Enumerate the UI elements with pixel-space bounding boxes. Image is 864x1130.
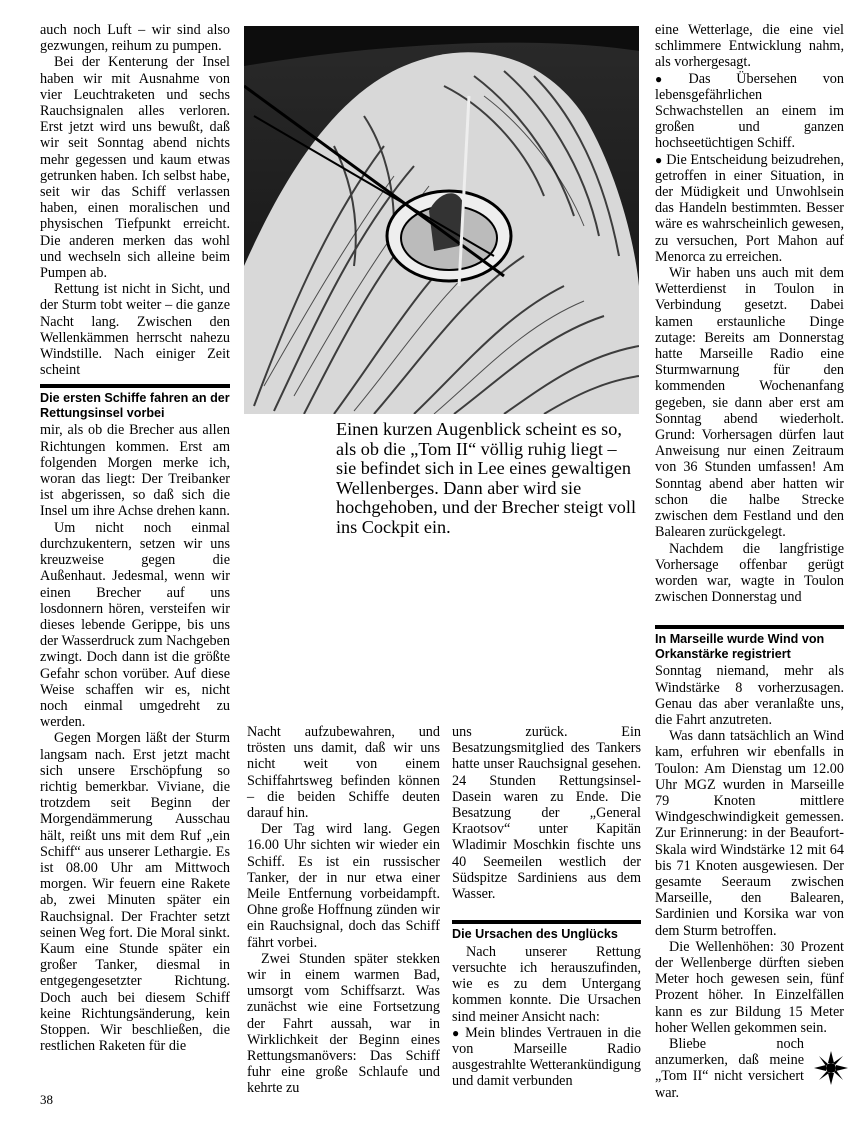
section-heading: In Marseille wurde Wind von Orkanstärke registriert xyxy=(655,625,844,661)
paragraph: Wir haben uns auch mit dem Wetterdienst in Toulon in Verbindung gesetzt. Dabei kamen erstaunliche Dinge zutage: Bereits am Donnerstag hatte Marseille Radio eine Sturmwarnung für den kommenden Wochenanfang gegeben, sie dann aber erst am Sonntag abend wiederholt. Grund: Vorhersagen dürfen laut Anweisung nur einen Zeitraum von 36 Stunden umfassen! Am Sonntag abend aber hatten wir schon die halbe Strecke zwischen dem Festland und den Balearen zurückgelegt. xyxy=(655,265,844,541)
paragraph: mir, als ob die Brecher aus allen Richtungen kommen. Erst am folgenden Morgen merke ich, woran das liegt: Der Treibanker ist abgerissen, so daß sich die Insel um ihre Achse drehen kann. xyxy=(40,422,230,520)
photo-caption: Einen kurzen Augenblick scheint es so, als ob die „Tom II“ völlig ruhig liegt – sie befindet sich in Lee eines gewaltigen Wellenberges. Dann aber wird sie hochgehoben, und der Brecher steigt voll ins Cockpit ein. xyxy=(336,419,637,537)
paragraph: Was dann tatsächlich an Wind kam, erfuhren wir ebenfalls in Toulon: Am Dienstag um 12.00 Uhr MGZ wurden in Marseille 79 Knoten mittlere Windgeschwindigkeit gemessen. Zur Erinnerung: in der Beaufort-Skala wird Windstärke 12 mit 64 bis 71 Knoten ausgewiesen. Der gesamte Seeraum zwischen Marseille, den Balearen, Sardinien und Korsika war von dem Sturm betroffen. xyxy=(655,728,844,939)
page-number: 38 xyxy=(40,1092,53,1107)
paragraph: Sonntag niemand, mehr als Windstärke 8 vorherzusagen. Genau das aber veranlaßte uns, die Fahrt anzutreten. xyxy=(655,663,844,728)
paragraph: Nachdem die langfristige Vorhersage offenbar gerügt worden war, wagte in Toulon zwischen Donnerstag und xyxy=(655,540,844,606)
paragraph: eine Wetterlage, die eine viel schlimmere Entwicklung nahm, als vorhergesagt. xyxy=(655,22,844,71)
column-1 xyxy=(40,22,230,1054)
wave-illustration xyxy=(244,26,639,414)
paragraph: Nacht aufzubewahren, und trösten uns damit, daß wir uns nicht weit von einem Schiffahrtsweg befinden können – die beiden Schiffe deuten darauf hin. xyxy=(247,724,440,822)
column-2 xyxy=(247,724,440,1097)
bullet-item: ● Die Entscheidung beizudrehen, getroffen in einer Situation, in der Müdigkeit und Unwohlsein das Handeln bestimmten. Besser wäre es wahrscheinlich gewesen, zu versuchen, Port Mahon auf Menorca zu erreichen. xyxy=(655,152,844,265)
bullet-item: ● Das Übersehen von lebensgefährlichen Schwachstellen an einem im großen und ganzen hochseetüchtigen Schiff. xyxy=(655,71,844,152)
paragraph: Bei der Kenterung der Insel haben wir mit Ausnahme von vier Leuchtraketen und sechs Rauchsignalen alles verloren. Erst jetzt wird uns bewußt, daß wir seit Sonntag abend nichts mehr gegessen und kaum etwas getrunken haben. Ich selbst habe, seit wir das Schiff verlassen haben, einen moralischen und physischen Tiefpunkt erreicht. Die anderen merken das wohl und wechseln sich alleine beim Pumpen ab. xyxy=(40,54,230,282)
paragraph: Nach unserer Rettung versuchte ich herauszufinden, wie es zu dem Untergang kommen konnte. Die Ursachen sind meiner Ansicht nach: xyxy=(452,943,641,1025)
paragraph: uns zurück. Ein Besatzungsmitglied des Tankers hatte unser Rauchsignal gesehen. 24 Stunden Rettungsinsel-Dasein waren zu Ende. Die Besatzung der „General Kraotsov“ unter Kapitän Wladimir Moschkin fischte uns 40 Seemeilen westlich der Südspitze Sardiniens aus dem Wasser. xyxy=(452,724,641,903)
bullet-item: ● Mein blindes Vertrauen in die von Marseille Radio ausgestrahlte Wetterankündigung und damit verbunden xyxy=(452,1025,641,1090)
end-mark-logo-icon xyxy=(813,1050,849,1086)
column-4 xyxy=(655,22,844,1101)
paragraph: Um nicht noch einmal durchzukentern, setzen wir uns kreuzweise gegen die Außenhaut. Jedesmal, wenn wir einen Brecher auf uns losdonnern hören, versteifen wir dieses lebende Gerippe, bis uns der Wasserdruck zum Nachgeben zwingt. Doch dann ist die größte Gefahr schon vorüber. Auf diese Weise schaffen wir es, nicht noch einmal umgedreht zu werden. xyxy=(40,519,230,731)
section-heading: Die ersten Schiffe fahren an der Rettungsinsel vorbei xyxy=(40,384,230,420)
paragraph: Der Tag wird lang. Gegen 16.00 Uhr sichten wir wieder ein Schiff. Es ist ein russischer Tanker, der in nur etwa einer Meile Entfernung vorbeidampft. Ohne große Hoffnung zünden wir ein Rauchsignal, doch das Schiff fährt vorbei. xyxy=(247,821,440,951)
paragraph: Rettung ist nicht in Sicht, und der Sturm tobt weiter – die ganze Nacht lang. Zwischen den Wellenkämmen herrscht nahezu Windstille. Nach einiger Zeit scheint xyxy=(40,281,230,379)
paragraph: Gegen Morgen läßt der Sturm langsam nach. Erst jetzt macht sich unsere Erschöpfung so richtig bemerkbar. Viviane, die trotzdem seit Beginn der Morgendämmerung Ausschau hält, reißt uns mit dem Ruf „ein Schiff“ aus unserer Lethargie. Es ist 08.00 Uhr am Mittwoch morgen. Wir feuern eine Rakete ab, zwei Minuten später ein Rauchsignal. Der Frachter setzt seinen Weg fort. Die Moral sinkt. Kaum eine Stunde später ein großer Tanker, diesmal in entgegengesetzter Richtung. Doch auch bei diesem Schiff keine Richtungsänderung, kein Stoppen. Wir beschließen, die restlichen Raketen für die xyxy=(40,730,230,1055)
storm-wave-photo xyxy=(244,26,639,414)
paragraph: Zwei Stunden später stekken wir in einem warmen Bad, umsorgt vom Schiffsarzt. Was zunächst wie eine Fortsetzung der Fahrt aussah, war in Wirklichkeit der Beginn eines Rettungsmanövers: Das Schiff fuhr eine große Schlaufe und kehrte zu xyxy=(247,950,440,1097)
section-heading: Die Ursachen des Unglücks xyxy=(452,920,641,942)
paragraph: auch noch Luft – wir sind also gezwungen, reihum zu pumpen. xyxy=(40,22,230,55)
paragraph: Die Wellenhöhen: 30 Prozent der Wellenberge dürften sieben Meter hoch gewesen sein, fünf Prozent höher. In Einzelfällen kann es zur Bildung 15 Meter hoher Wellen gekommen sein. xyxy=(655,938,844,1036)
paragraph: Bliebe noch anzumerken, daß meine „Tom II“ nicht versichert war. xyxy=(655,1035,804,1101)
column-3 xyxy=(452,724,641,1090)
